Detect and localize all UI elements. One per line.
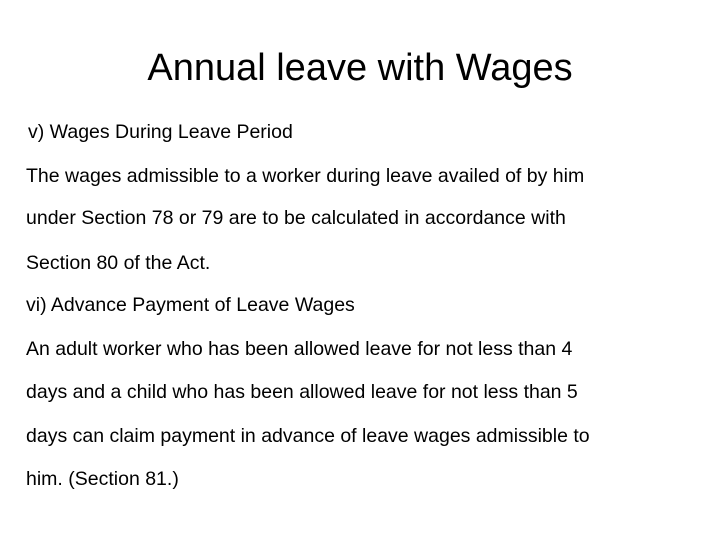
- body-text-line: Section 80 of the Act.: [26, 252, 211, 274]
- body-text-line: under Section 78 or 79 are to be calculated in accordance with: [26, 207, 566, 229]
- subheading-advance-payment: vi) Advance Payment of Leave Wages: [26, 294, 355, 316]
- body-text-line: him. (Section 81.): [26, 468, 179, 490]
- subheading-wages-during-leave: v) Wages During Leave Period: [28, 121, 293, 143]
- body-text-line: days and a child who has been allowed leave for not less than 5: [26, 381, 578, 403]
- body-text-line: The wages admissible to a worker during leave availed of by him: [26, 165, 585, 187]
- slide-title: Annual leave with Wages: [147, 47, 573, 89]
- body-text-line: An adult worker who has been allowed leave for not less than 4: [26, 338, 573, 360]
- body-text-line: days can claim payment in advance of leave wages admissible to: [26, 425, 590, 447]
